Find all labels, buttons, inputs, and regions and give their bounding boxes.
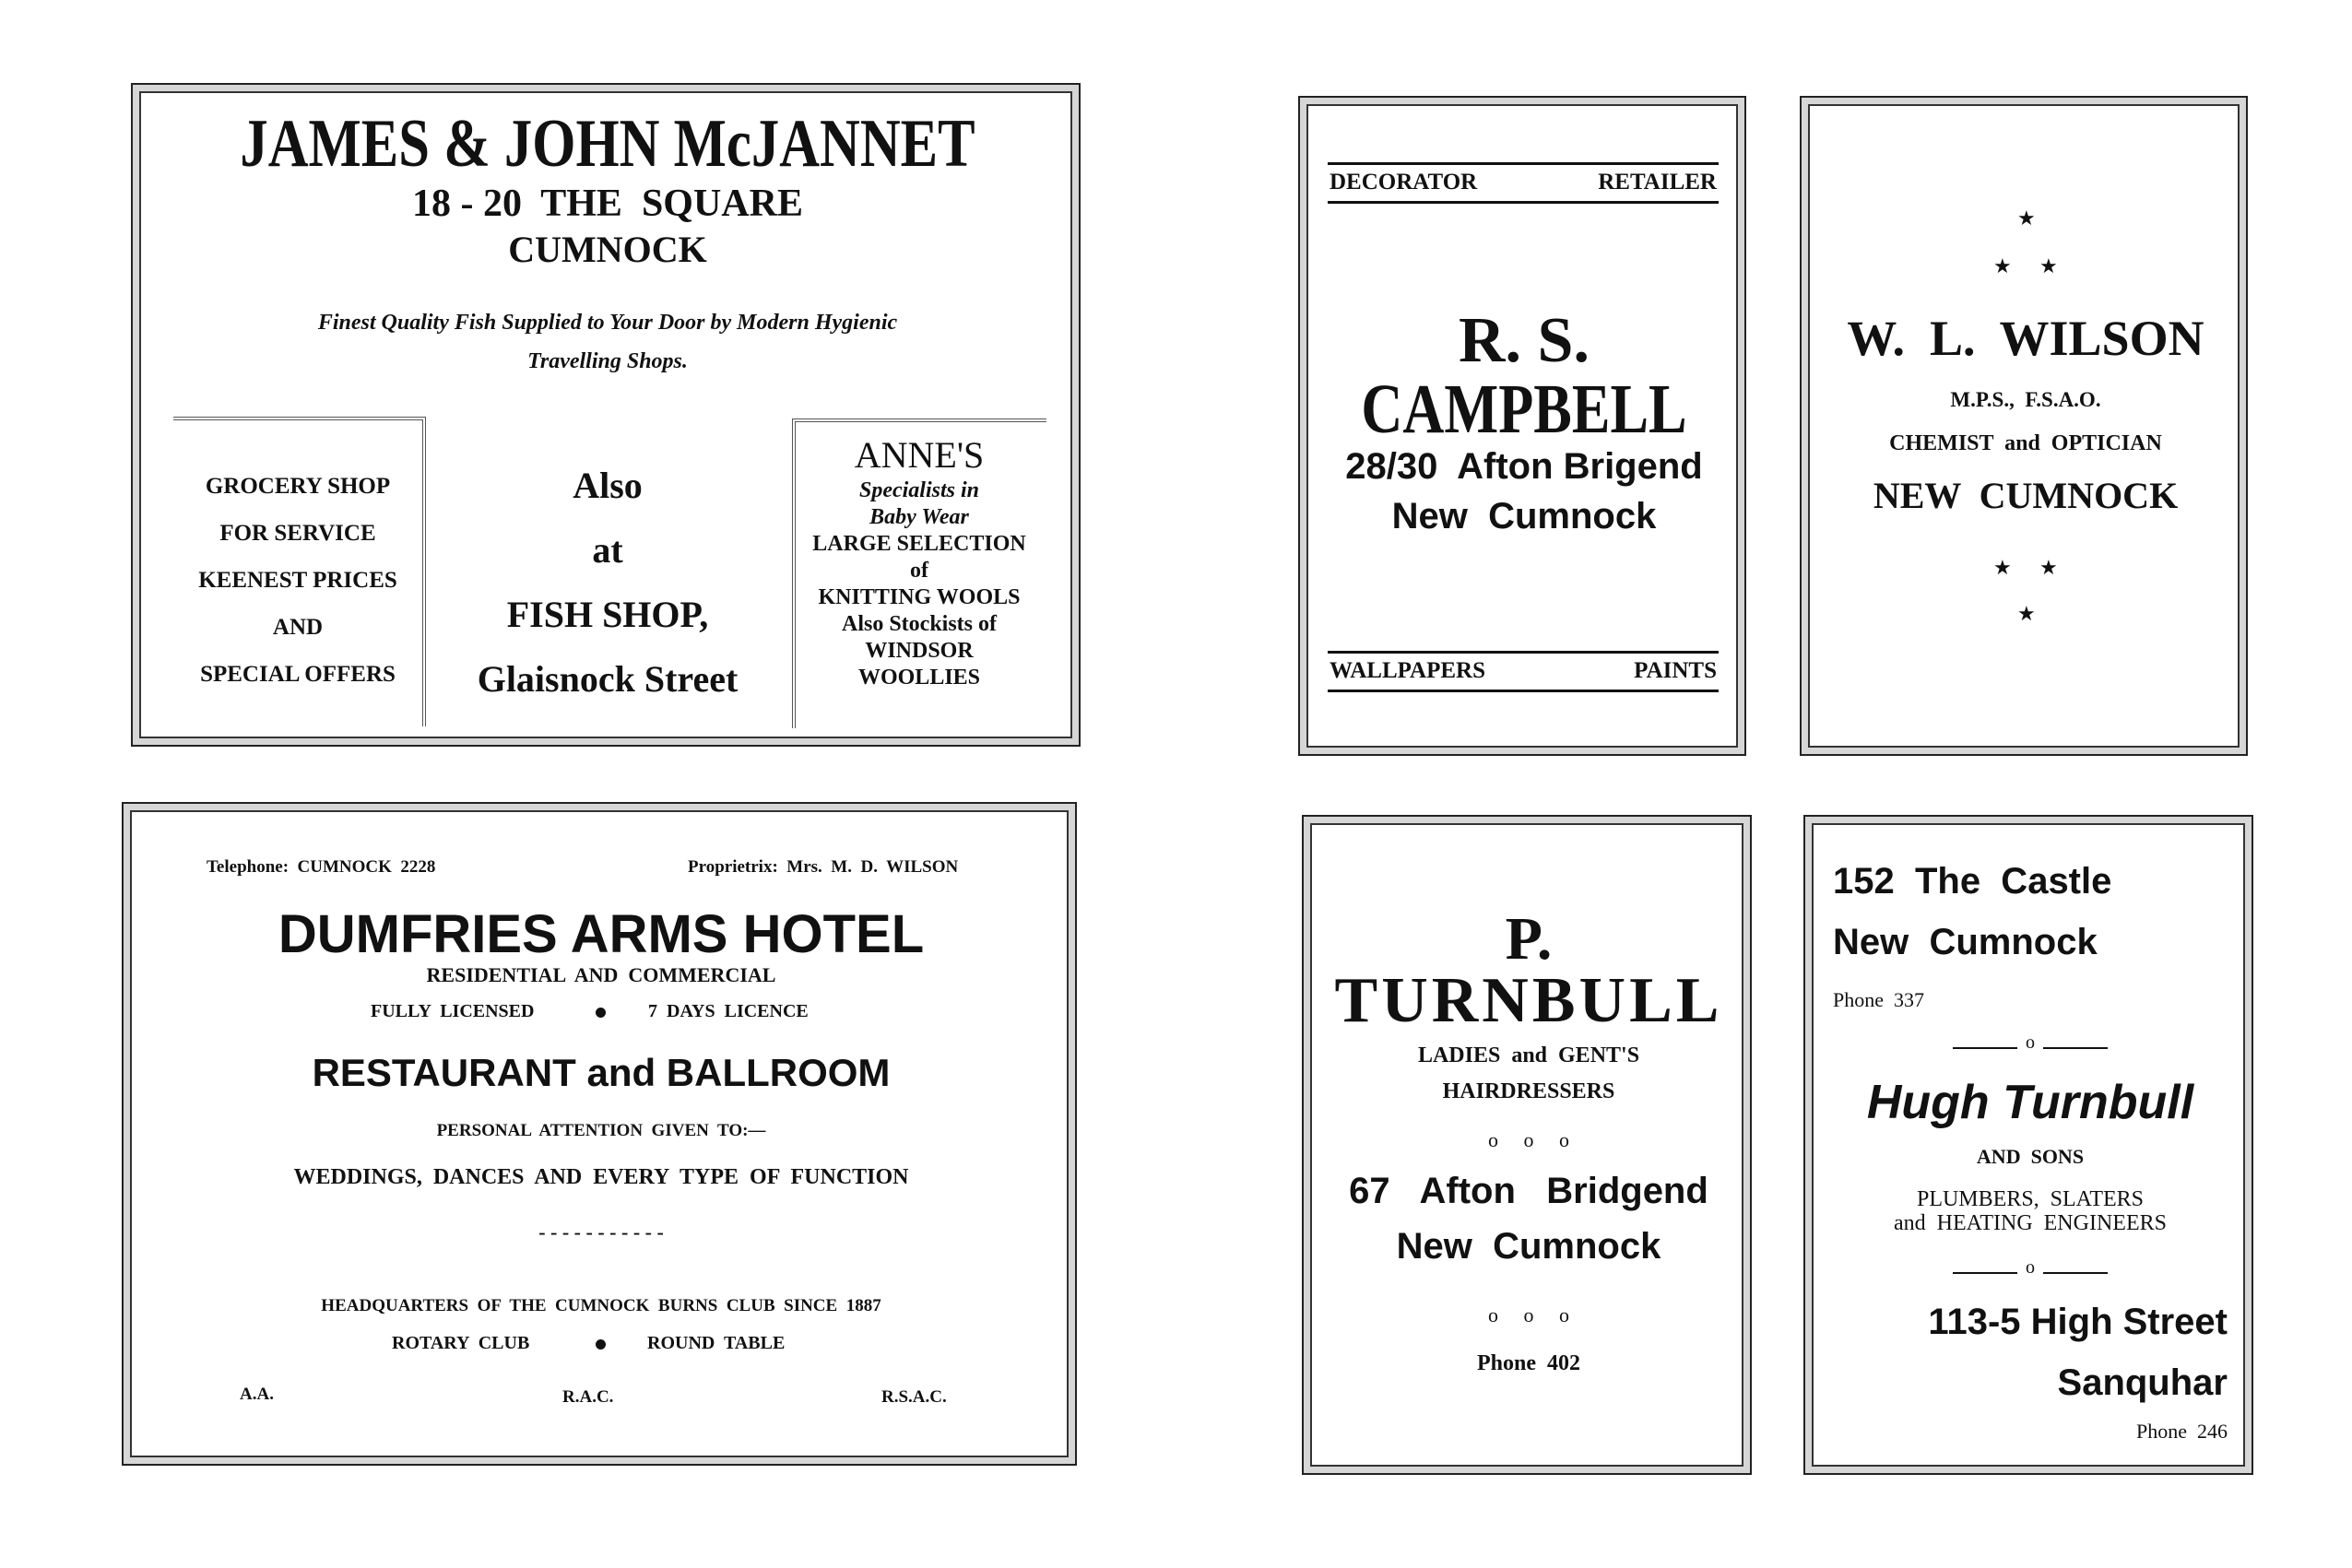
mcjannet-left-line: FOR SERVICE [219, 521, 376, 546]
campbell-address-2: New Cumnock [1391, 496, 1657, 536]
pturnbull-address-2: New Cumnock [1396, 1226, 1661, 1267]
pturnbull-ornament: o o o [1488, 1128, 1569, 1151]
pturnbull-name-2: TURNBULL [1334, 965, 1723, 1036]
hotel-functions: WEDDINGS, DANCES AND EVERY TYPE OF FUNCTION [293, 1165, 909, 1189]
campbell-name-2: CAMPBELL [1361, 371, 1687, 448]
hotel-advert [122, 802, 1077, 1466]
annes-line: WINDSOR [865, 639, 974, 663]
hotel-days: 7 DAYS LICENCE [648, 1001, 809, 1021]
hotel-subtitle: RESIDENTIAL AND COMMERCIAL [426, 963, 776, 986]
star-icon: ★ [2039, 254, 2058, 277]
pturnbull-ornament: o o o [1488, 1303, 1569, 1326]
campbell-name-1: R. S. [1459, 305, 1590, 376]
mcjannet-tagline-2: Travelling Shops. [527, 349, 688, 373]
wilson-name: W. L. WILSON [1847, 311, 2204, 366]
hotel-aa: A.A. [240, 1385, 274, 1404]
annes-italic-1: Specialists in [858, 478, 980, 502]
pturnbull-name-1: P. [1505, 905, 1553, 973]
hotel-rac: R.A.C. [562, 1387, 614, 1407]
star-icon: ★ [2017, 206, 2036, 230]
mcjannet-town: CUMNOCK [508, 229, 707, 270]
annes-title: ANNE'S [854, 434, 985, 476]
mcjannet-left-line: GROCERY SHOP [205, 474, 391, 499]
annes-line: LARGE SELECTION [812, 532, 1026, 556]
hturnbull-name: Hugh Turnbull [1866, 1076, 2194, 1129]
pturnbull-phone: Phone 402 [1476, 1351, 1580, 1375]
hturnbull-address-2: New Cumnock [1833, 922, 2098, 962]
mcjannet-title: JAMES & JOHN McJANNET [240, 106, 975, 182]
hturnbull-sons: AND SONS [1976, 1145, 2085, 1168]
mcjannet-advert [131, 83, 1081, 747]
hotel-proprietrix: Proprietrix: Mrs. M. D. WILSON [688, 857, 959, 877]
bullet-icon [596, 1339, 606, 1350]
campbell-advert [1298, 96, 1746, 756]
mcjannet-center-line: FISH SHOP, [506, 594, 709, 635]
hotel-rsac: R.S.A.C. [881, 1387, 947, 1407]
mcjannet-left-line: KEENEST PRICES [198, 568, 397, 593]
hturnbull-trade-1: PLUMBERS, SLATERS [1916, 1187, 2145, 1211]
pturnbull-trade-1: LADIES and GENT'S [1417, 1043, 1640, 1067]
star-icon: ★ [2039, 556, 2058, 579]
annes-line: WOOLLIES [857, 666, 981, 690]
hturnbull-phone-1: Phone 337 [1833, 988, 1924, 1011]
campbell-bottom-right: PAINTS [1634, 658, 1717, 683]
pturnbull-advert [1302, 815, 1752, 1475]
campbell-address-1: 28/30 Afton Brigend [1345, 446, 1703, 487]
hotel-dashes: - - - - - - - - - - - [538, 1220, 664, 1244]
hturnbull-town: Sanquhar [2057, 1362, 2228, 1403]
annes-line: Also Stockists of [841, 612, 997, 636]
mcjannet-left-line: SPECIAL OFFERS [200, 662, 396, 687]
hotel-round-table: ROUND TABLE [647, 1333, 786, 1353]
hotel-hq: HEADQUARTERS OF THE CUMNOCK BURNS CLUB SINCE 1887 [321, 1296, 881, 1315]
pturnbull-trade-2: HAIRDRESSERS [1442, 1079, 1615, 1103]
wilson-trade: CHEMIST and OPTICIAN [1889, 431, 2162, 455]
star-icon: ★ [2017, 602, 2036, 625]
mcjannet-address: 18 - 20 THE SQUARE [412, 183, 803, 225]
hotel-licensed: FULLY LICENSED [371, 1001, 535, 1021]
annes-line: KNITTING WOOLS [818, 585, 1021, 609]
hotel-telephone: Telephone: CUMNOCK 2228 [207, 857, 436, 877]
annes-line: of [910, 559, 928, 583]
mcjannet-center-line: at [592, 529, 623, 571]
campbell-top-right: RETAILER [1598, 170, 1717, 195]
hotel-rotary: ROTARY CLUB [392, 1333, 530, 1353]
wilson-quals: M.P.S., F.S.A.O. [1950, 388, 2101, 411]
hturnbull-address-1: 152 The Castle [1833, 861, 2112, 902]
pturnbull-address-1: 67 Afton Bridgend [1349, 1171, 1708, 1211]
campbell-bottom-left: WALLPAPERS [1330, 658, 1486, 683]
hturnbull-trade-2: and HEATING ENGINEERS [1894, 1211, 2167, 1235]
hturnbull-divider: o [2026, 1257, 2035, 1278]
annes-italic-2: Baby Wear [869, 505, 969, 529]
campbell-top-left: DECORATOR [1330, 170, 1478, 195]
hotel-attention: PERSONAL ATTENTION GIVEN TO:— [436, 1121, 766, 1140]
wilson-advert [1800, 96, 2248, 756]
hotel-title: DUMFRIES ARMS HOTEL [278, 904, 925, 964]
hturnbull-phone-2: Phone 246 [2136, 1420, 2228, 1443]
hturnbull-divider: o [2026, 1032, 2035, 1053]
hotel-restaurant: RESTAURANT and BALLROOM [312, 1051, 891, 1094]
hturnbull-address-3: 113-5 High Street [1928, 1302, 2228, 1342]
wilson-town: NEW CUMNOCK [1873, 475, 2179, 516]
bullet-icon [596, 1008, 606, 1018]
mcjannet-center-line: Also [573, 465, 643, 506]
mcjannet-center-line: Glaisnock Street [477, 658, 739, 700]
hturnbull-advert [1803, 815, 2253, 1475]
mcjannet-tagline-1: Finest Quality Fish Supplied to Your Door by Modern Hygienic [317, 311, 898, 335]
star-icon: ★ [1993, 556, 2012, 579]
star-icon: ★ [1993, 254, 2012, 277]
mcjannet-left-line: AND [272, 615, 324, 640]
